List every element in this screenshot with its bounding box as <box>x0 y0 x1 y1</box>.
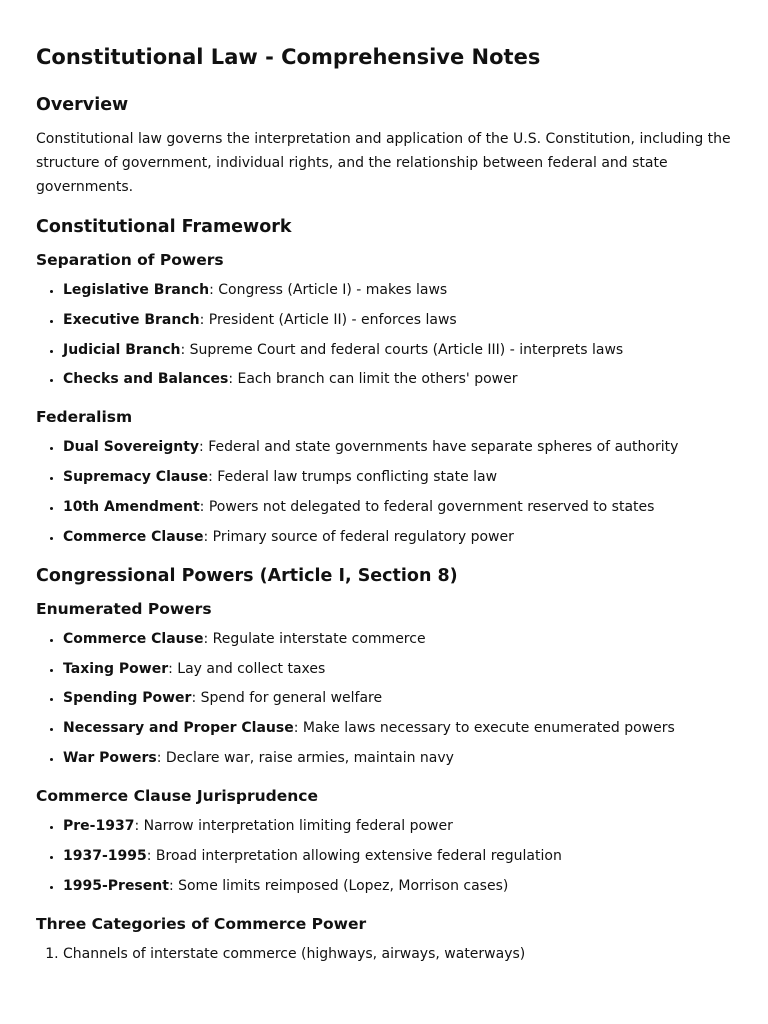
list-item-desc: : Primary source of federal regulatory power <box>203 528 514 545</box>
list-item <box>63 526 732 548</box>
framework-heading: Constitutional Framework <box>36 217 292 237</box>
categories-heading: Three Categories of Commerce Power <box>36 914 367 933</box>
list-item <box>63 815 732 837</box>
enumerated-list <box>36 628 732 769</box>
list-item <box>63 339 732 361</box>
list-item <box>63 466 732 488</box>
federalism-heading: Federalism <box>36 408 133 427</box>
list-item-desc: : Powers not delegated to federal government reserved to states <box>199 498 655 515</box>
overview-text: Constitutional law governs the interpretation and application of the U.S. Constitution, including the structure of government, individual rights, and the relationship between federal and state governments. <box>36 131 731 195</box>
enumerated-heading: Enumerated Powers <box>36 599 212 618</box>
list-item-desc: : Make laws necessary to execute enumerated powers <box>293 720 675 737</box>
list-item <box>63 368 732 390</box>
list-item-desc: : Declare war, raise armies, maintain navy <box>156 749 454 766</box>
list-item-term: 1995-Present <box>63 877 169 894</box>
list-item-term: Pre-1937 <box>63 817 135 834</box>
list-item <box>63 875 732 897</box>
list-item-term: Legislative Branch <box>63 282 210 298</box>
list-item-term: Taxing Power <box>63 660 169 677</box>
categories-list <box>36 943 732 965</box>
list-item-term: Spending Power <box>63 690 192 707</box>
list-item-desc: : Lay and collect taxes <box>168 660 326 677</box>
list-item-term: 1937-1995 <box>63 847 147 864</box>
federalism-list <box>36 436 732 547</box>
list-item-desc: : Broad interpretation allowing extensive federal regulation <box>146 847 562 864</box>
list-item <box>63 658 732 680</box>
list-item-desc: : Spend for general welfare <box>191 690 383 707</box>
list-item-term: Dual Sovereignty <box>63 439 200 456</box>
list-item <box>63 279 732 301</box>
list-item <box>63 496 732 518</box>
jurisprudence-heading: Commerce Clause Jurisprudence <box>36 786 318 805</box>
list-item-term: Commerce Clause <box>63 630 204 647</box>
separation-list <box>36 279 732 390</box>
overview-heading: Overview <box>36 95 129 115</box>
list-item <box>63 747 732 769</box>
separation-heading: Separation of Powers <box>36 251 224 269</box>
list-item-term: Judicial Branch <box>63 341 181 358</box>
list-item <box>63 717 732 739</box>
list-item: 1. Channels of interstate commerce (highways, airways, waterways) <box>63 943 732 965</box>
list-item <box>63 845 732 867</box>
list-item <box>63 436 732 458</box>
list-item-term: War Powers <box>63 749 157 766</box>
list-item-term: Necessary and Proper Clause <box>63 720 294 737</box>
list-item-term: Executive Branch <box>63 311 200 328</box>
list-item-term: Commerce Clause <box>63 528 204 545</box>
list-item-desc: : Federal law trumps conflicting state law <box>208 469 498 486</box>
list-item-term: 10th Amendment <box>63 498 200 515</box>
list-item <box>63 309 732 331</box>
list-item-term: Checks and Balances <box>63 371 229 388</box>
list-item <box>63 628 732 650</box>
list-item-desc: : Regulate interstate commerce <box>203 630 426 647</box>
list-item-desc: : President (Article II) - enforces laws <box>199 311 457 328</box>
list-item-desc: : Supreme Court and federal courts (Article III) - interprets laws <box>180 341 624 358</box>
list-item-desc: : Some limits reimposed (Lopez, Morrison cases) <box>168 877 509 894</box>
list-item-desc: : Narrow interpretation limiting federal power <box>134 817 453 834</box>
list-item-desc: : Each branch can limit the others' power <box>228 371 518 388</box>
congress-heading: Congressional Powers (Article I, Section 8) <box>36 565 458 586</box>
list-item-desc: : Congress (Article I) - makes laws <box>209 282 448 298</box>
page-title: Constitutional Law - Comprehensive Notes <box>36 45 541 69</box>
list-item-term: Supremacy Clause <box>63 469 209 486</box>
list-item-desc: : Federal and state governments have separate spheres of authority <box>199 439 679 456</box>
list-item <box>63 687 732 709</box>
jurisprudence-list <box>36 815 732 897</box>
